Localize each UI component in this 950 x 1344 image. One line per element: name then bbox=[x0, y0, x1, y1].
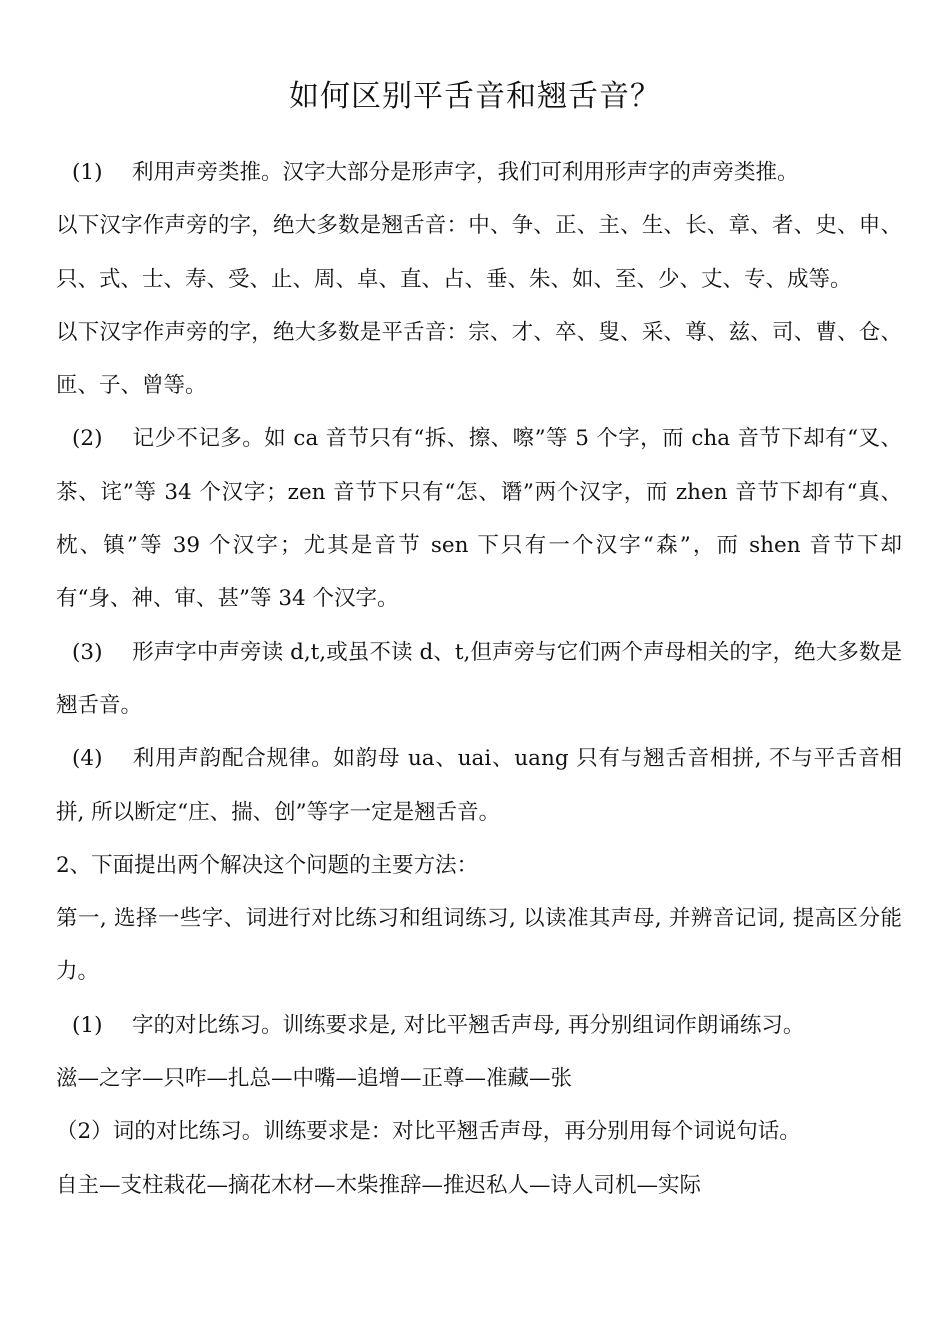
paragraph-12 bbox=[56, 1159, 902, 1212]
item-number: (3) bbox=[72, 639, 103, 665]
paragraph-8 bbox=[56, 892, 902, 999]
paragraph-text: 2、下面提出两个解决这个问题的主要方法： bbox=[56, 852, 479, 878]
paragraph-text: 以下汉字作声旁的字，绝大多数是平舌音：宗、才、卒、叟、采、尊、兹、司、曹、仓、匝、子、曾等。 bbox=[56, 319, 902, 399]
paragraph-2 bbox=[56, 199, 902, 306]
paragraph-text: 词的对比练习。训练要求是：对比平翘舌声母，再分别用每个词说句话。 bbox=[112, 1119, 801, 1145]
item-number: (2) bbox=[72, 426, 103, 452]
paragraph-text: 滋—之字—只咋—扎总—中嘴—追增—正尊—准藏—张 bbox=[56, 1066, 573, 1092]
paragraph-7 bbox=[56, 839, 902, 892]
paragraph-text: 自主—支柱栽花—摘花木材—木柴推辞—推迟私人—诗人司机—实际 bbox=[56, 1172, 702, 1198]
paragraph-1 bbox=[56, 146, 902, 199]
paragraph-3 bbox=[56, 306, 902, 413]
paragraph-text: 利用声旁类推。汉字大部分是形声字，我们可利用形声字的声旁类推。 bbox=[132, 160, 799, 185]
paragraph-text: 利用声韵配合规律。如韵母 ua、uai、uang 只有与翘舌音相拼, 不与平舌音相拼, 所以断定“庄、揣、创”等字一定是翘舌音。 bbox=[56, 746, 902, 825]
paragraph-text: 以下汉字作声旁的字，绝大多数是翘舌音：中、争、正、主、生、长、章、者、史、申、只、式、士、寿、受、止、周、卓、直、占、垂、朱、如、至、少、丈、专、成等。 bbox=[56, 213, 902, 292]
item-number: (1) bbox=[72, 1012, 103, 1038]
item-number: (1) bbox=[72, 160, 103, 185]
paragraph-4 bbox=[56, 412, 902, 625]
item-number: (4) bbox=[72, 746, 103, 772]
paragraph-text: 第一, 选择一些字、词进行对比练习和组词练习, 以读准其声母, 并辨音记词, 提高区分能力。 bbox=[56, 906, 902, 985]
document-body bbox=[56, 146, 902, 1212]
paragraph-9 bbox=[56, 999, 902, 1052]
page-title: 如何区别平舌音和翘舌音？ bbox=[289, 79, 661, 114]
paragraph-5 bbox=[56, 626, 902, 733]
paragraph-10 bbox=[56, 1052, 902, 1105]
paragraph-text: 形声字中声旁读 d,t,或虽不读 d、t,但声旁与它们两个声母相关的字，绝大多数是翘舌音。 bbox=[56, 639, 902, 718]
paragraph-text: 记少不记多。如 ca 音节只有“拆、擦、嚓”等 5 个字，而 cha 音节下却有“叉、茶、诧”等 34 个汉字；zen 音节下只有“怎、谮”两个汉字，而 zhen 音节下却有“真、枕、镇”等 39 个汉字；尤其是音节 sen 下只有一个汉字“森”，而 shen 音节下却有“身、神、审、甚”等 34 个汉字。 bbox=[56, 426, 902, 612]
paragraph-11 bbox=[56, 1105, 902, 1158]
paragraph-6 bbox=[56, 732, 902, 839]
item-number: （2） bbox=[56, 1119, 113, 1145]
paragraph-text: 字的对比练习。训练要求是, 对比平翘舌声母, 再分别组词作朗诵练习。 bbox=[132, 1012, 805, 1038]
